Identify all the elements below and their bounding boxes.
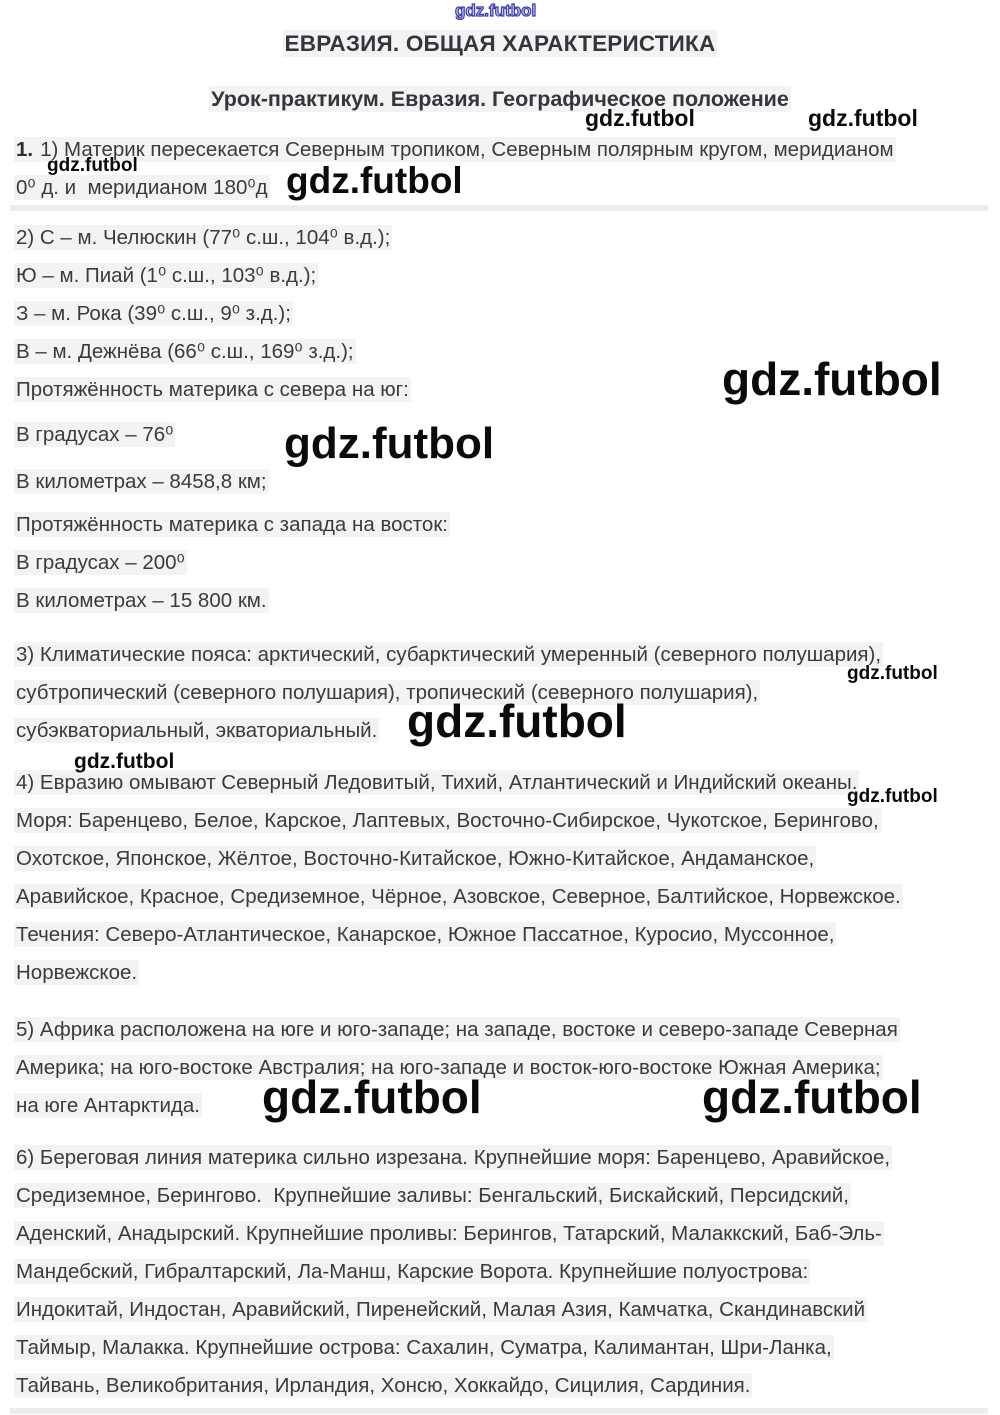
page-title: ЕВРАЗИЯ. ОБЩАЯ ХАРАКТЕРИСТИКА xyxy=(284,31,716,56)
watermark-subtitle-left: gdz.futbol xyxy=(585,105,695,131)
text-line: В километрах – 15 800 км. xyxy=(16,589,267,612)
watermark-item4-small-left: gdz.futbol xyxy=(74,750,175,773)
text-line: 3) Климатические пояса: арктический, субарктический умеренный (северного полушария), xyxy=(16,643,882,666)
text-line: 1. 1) Материк пересекается Северным тропиком, Северным полярным кругом, меридианом xyxy=(16,138,894,161)
text-line: В градусах – 76⁰ xyxy=(16,423,174,446)
paragraph-1 xyxy=(14,131,992,207)
text-line: Таймыр, Малакка. Крупнейшие острова: Сахалин, Суматра, Калимантан, Шри-Ланка, xyxy=(16,1336,832,1359)
text-line: Охотское, Японское, Жёлтое, Восточно-Китайское, Южно-Китайское, Андаманское, xyxy=(16,847,815,870)
text-line: Ю – м. Пиай (1⁰ с.ш., 103⁰ в.д.); xyxy=(16,264,317,287)
text-line: Аденский, Анадырский. Крупнейшие проливы: Берингов, Татарский, Малаккский, Баб-Эль- xyxy=(16,1222,882,1245)
scan-artifact-strip xyxy=(10,1408,988,1414)
text-line: Протяжённость материка с севера на юг: xyxy=(16,378,409,401)
text-line: Аравийское, Красное, Средиземное, Чёрное, Азовское, Северное, Балтийское, Норвежское. xyxy=(16,885,901,908)
watermark-item4-small-right: gdz.futbol xyxy=(847,786,938,807)
text-line: Течения: Северо-Атлантическое, Канарское, Южное Пассатное, Куросио, Муссонное, xyxy=(16,923,835,946)
paragraph-2 xyxy=(14,219,992,620)
watermark-item1-large: gdz.futbol xyxy=(286,160,463,201)
text-line: В градусах – 200⁰ xyxy=(16,551,185,574)
text-line: Норвежское. xyxy=(16,961,138,984)
paragraph-3 xyxy=(14,636,992,750)
watermark-top: gdz.futbol xyxy=(455,1,537,20)
text-line: Моря: Баренцево, Белое, Карское, Лаптевых, Восточно-Сибирское, Чукотское, Берингово, xyxy=(16,809,879,832)
text-line: В километрах – 8458,8 км; xyxy=(16,470,267,493)
document-body xyxy=(0,131,1000,1405)
watermark-item1-small: gdz.futbol xyxy=(47,155,138,176)
text-line: Протяжённость материка с запада на восток: xyxy=(16,513,448,536)
watermark-item2-large-right: gdz.futbol xyxy=(722,353,942,405)
page-subtitle: Урок-практикум. Евразия. Географическое положение xyxy=(211,87,789,111)
scan-artifact-strip xyxy=(10,205,988,211)
text-line: З – м. Рока (39⁰ с.ш., 9⁰ з.д.); xyxy=(16,302,291,325)
text-line: 2) С – м. Челюскин (77⁰ с.ш., 104⁰ в.д.); xyxy=(16,226,391,249)
text-line: субтропический (северного полушария), тропический (северного полушария), xyxy=(16,681,759,704)
watermark-item3-large: gdz.futbol xyxy=(407,695,627,747)
watermark-item2-large-center: gdz.futbol xyxy=(284,419,495,468)
text-line: 6) Береговая линия материка сильно изрезана. Крупнейшие моря: Баренцево, Аравийское, xyxy=(16,1146,891,1169)
paragraph-4 xyxy=(14,764,992,992)
text-line: субэкваториальный, экваториальный. xyxy=(16,719,378,742)
item-number: 1. xyxy=(16,138,34,161)
watermark-item3-small-right: gdz.futbol xyxy=(847,663,938,684)
text-line: В – м. Дежнёва (66⁰ с.ш., 169⁰ з.д.); xyxy=(16,340,354,363)
watermark-subtitle-right: gdz.futbol xyxy=(808,105,918,131)
text-line: Средиземное, Берингово. Крупнейшие заливы: Бенгальский, Бискайский, Персидский, xyxy=(16,1184,849,1207)
text-line: 0⁰ д. и меридианом 180⁰д xyxy=(16,176,268,199)
text-line: Америка; на юго-востоке Австралия; на юго-западе и восток-юго-востоке Южная Америка; xyxy=(16,1056,881,1079)
watermark-item5-large-right: gdz.futbol xyxy=(702,1071,922,1123)
text-line: на юге Антарктида. xyxy=(16,1094,200,1117)
text-line: 5) Африка расположена на юге и юго-западе; на западе, востоке и северо-западе Северная xyxy=(16,1018,898,1041)
text-line: Тайвань, Великобритания, Ирландия, Хонсю, Хоккайдо, Сицилия, Сардиния. xyxy=(16,1374,751,1397)
watermark-item5-large-left: gdz.futbol xyxy=(262,1071,482,1123)
text-line: Мандебский, Гибралтарский, Ла-Манш, Карские Ворота. Крупнейшие полуострова: xyxy=(16,1260,809,1283)
paragraph-5 xyxy=(14,1011,992,1125)
text-line: Индокитай, Индостан, Аравийский, Пиренейский, Малая Азия, Камчатка, Скандинавский xyxy=(16,1298,866,1321)
text-line: 4) Евразию омывают Северный Ледовитый, Тихий, Атлантический и Индийский океаны. xyxy=(16,771,858,794)
paragraph-6 xyxy=(14,1139,992,1405)
